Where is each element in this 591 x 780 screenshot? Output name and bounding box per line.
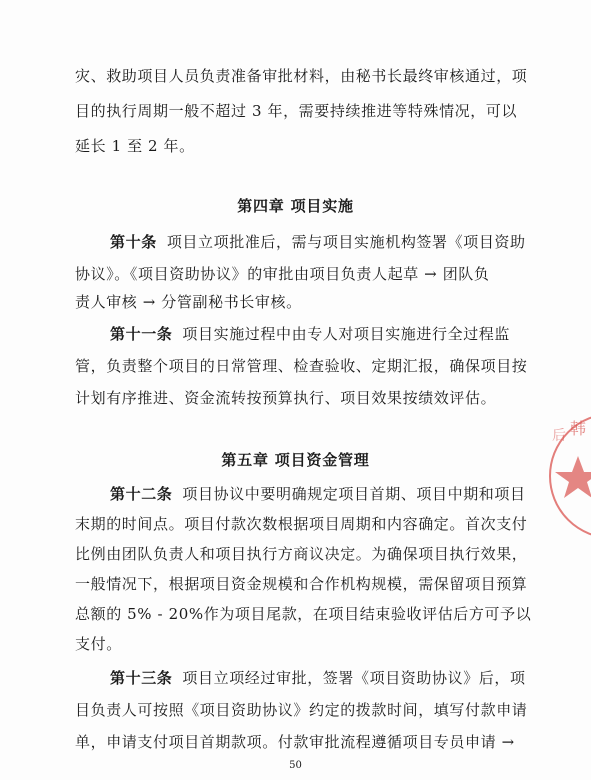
article-lead: 第十一条 [110,325,173,343]
text-line: 延长 1 至 2 年。 [75,137,195,155]
page-number: 50 [289,760,302,771]
text-line: 比例由团队负责人和项目执行方商议决定。为确保项目执行效果， [75,545,528,563]
text-line: 管，负责整个项目的日常管理、检查验收、定期汇报，确保项目按 [75,357,528,375]
text-line: 项目协议中要明确规定项目首期、项目中期和项目 [182,485,526,503]
official-seal-icon [548,398,591,548]
chapter-heading: 第四章 项目实施 [237,197,354,215]
text-line: 单，申请支付项目首期款项。付款审批流程遵循项目专员申请 → [75,733,515,751]
article-lead: 第十三条 [110,669,173,687]
text-line: 末期的时间点。项目付款次数根据项目周期和内容确定。首次支付 [75,515,528,533]
text-line: 支付。 [75,635,122,653]
seal-text: 后 [552,428,566,444]
text-line: 项目立项经过审批，签署《项目资助协议》后，项 [182,669,526,687]
text-line: 灾、救助项目人员负责准备审批材料，由秘书长最终审核通过，项 [75,67,528,85]
text-line: 项目实施过程中由专人对项目实施进行全过程监 [182,325,511,343]
text-line: 责人审核 → 分管副秘书长审核。 [75,293,302,311]
text-line: 协议》。《项目资助协议》的审批由项目负责人起草 → 团队负 [75,265,490,283]
seal-text: 韩 [570,419,587,438]
text-line: 一般情况下，根据项目资金规模和合作机构规模，需保留项目预算 [75,575,528,593]
article-lead: 第十条 [110,233,157,251]
article-lead: 第十二条 [110,485,173,503]
text-line: 计划有序推进、资金流转按预算执行、项目效果按绩效评估。 [75,389,497,407]
text-line: 目负责人可按照《项目资助协议》约定的拨款时间，填写付款申请 [75,701,528,719]
chapter-heading: 第五章 项目资金管理 [221,451,370,469]
text-line: 项目立项批准后，需与项目实施机构签署《项目资助 [166,233,526,251]
seal-star-icon [555,456,591,498]
text-line: 目的执行周期一般不超过 3 年，需要持续推进等特殊情况，可以 [75,102,518,120]
text-line: 总额的 5% - 20%作为项目尾款，在项目结束验收评估后方可予以 [75,605,532,623]
